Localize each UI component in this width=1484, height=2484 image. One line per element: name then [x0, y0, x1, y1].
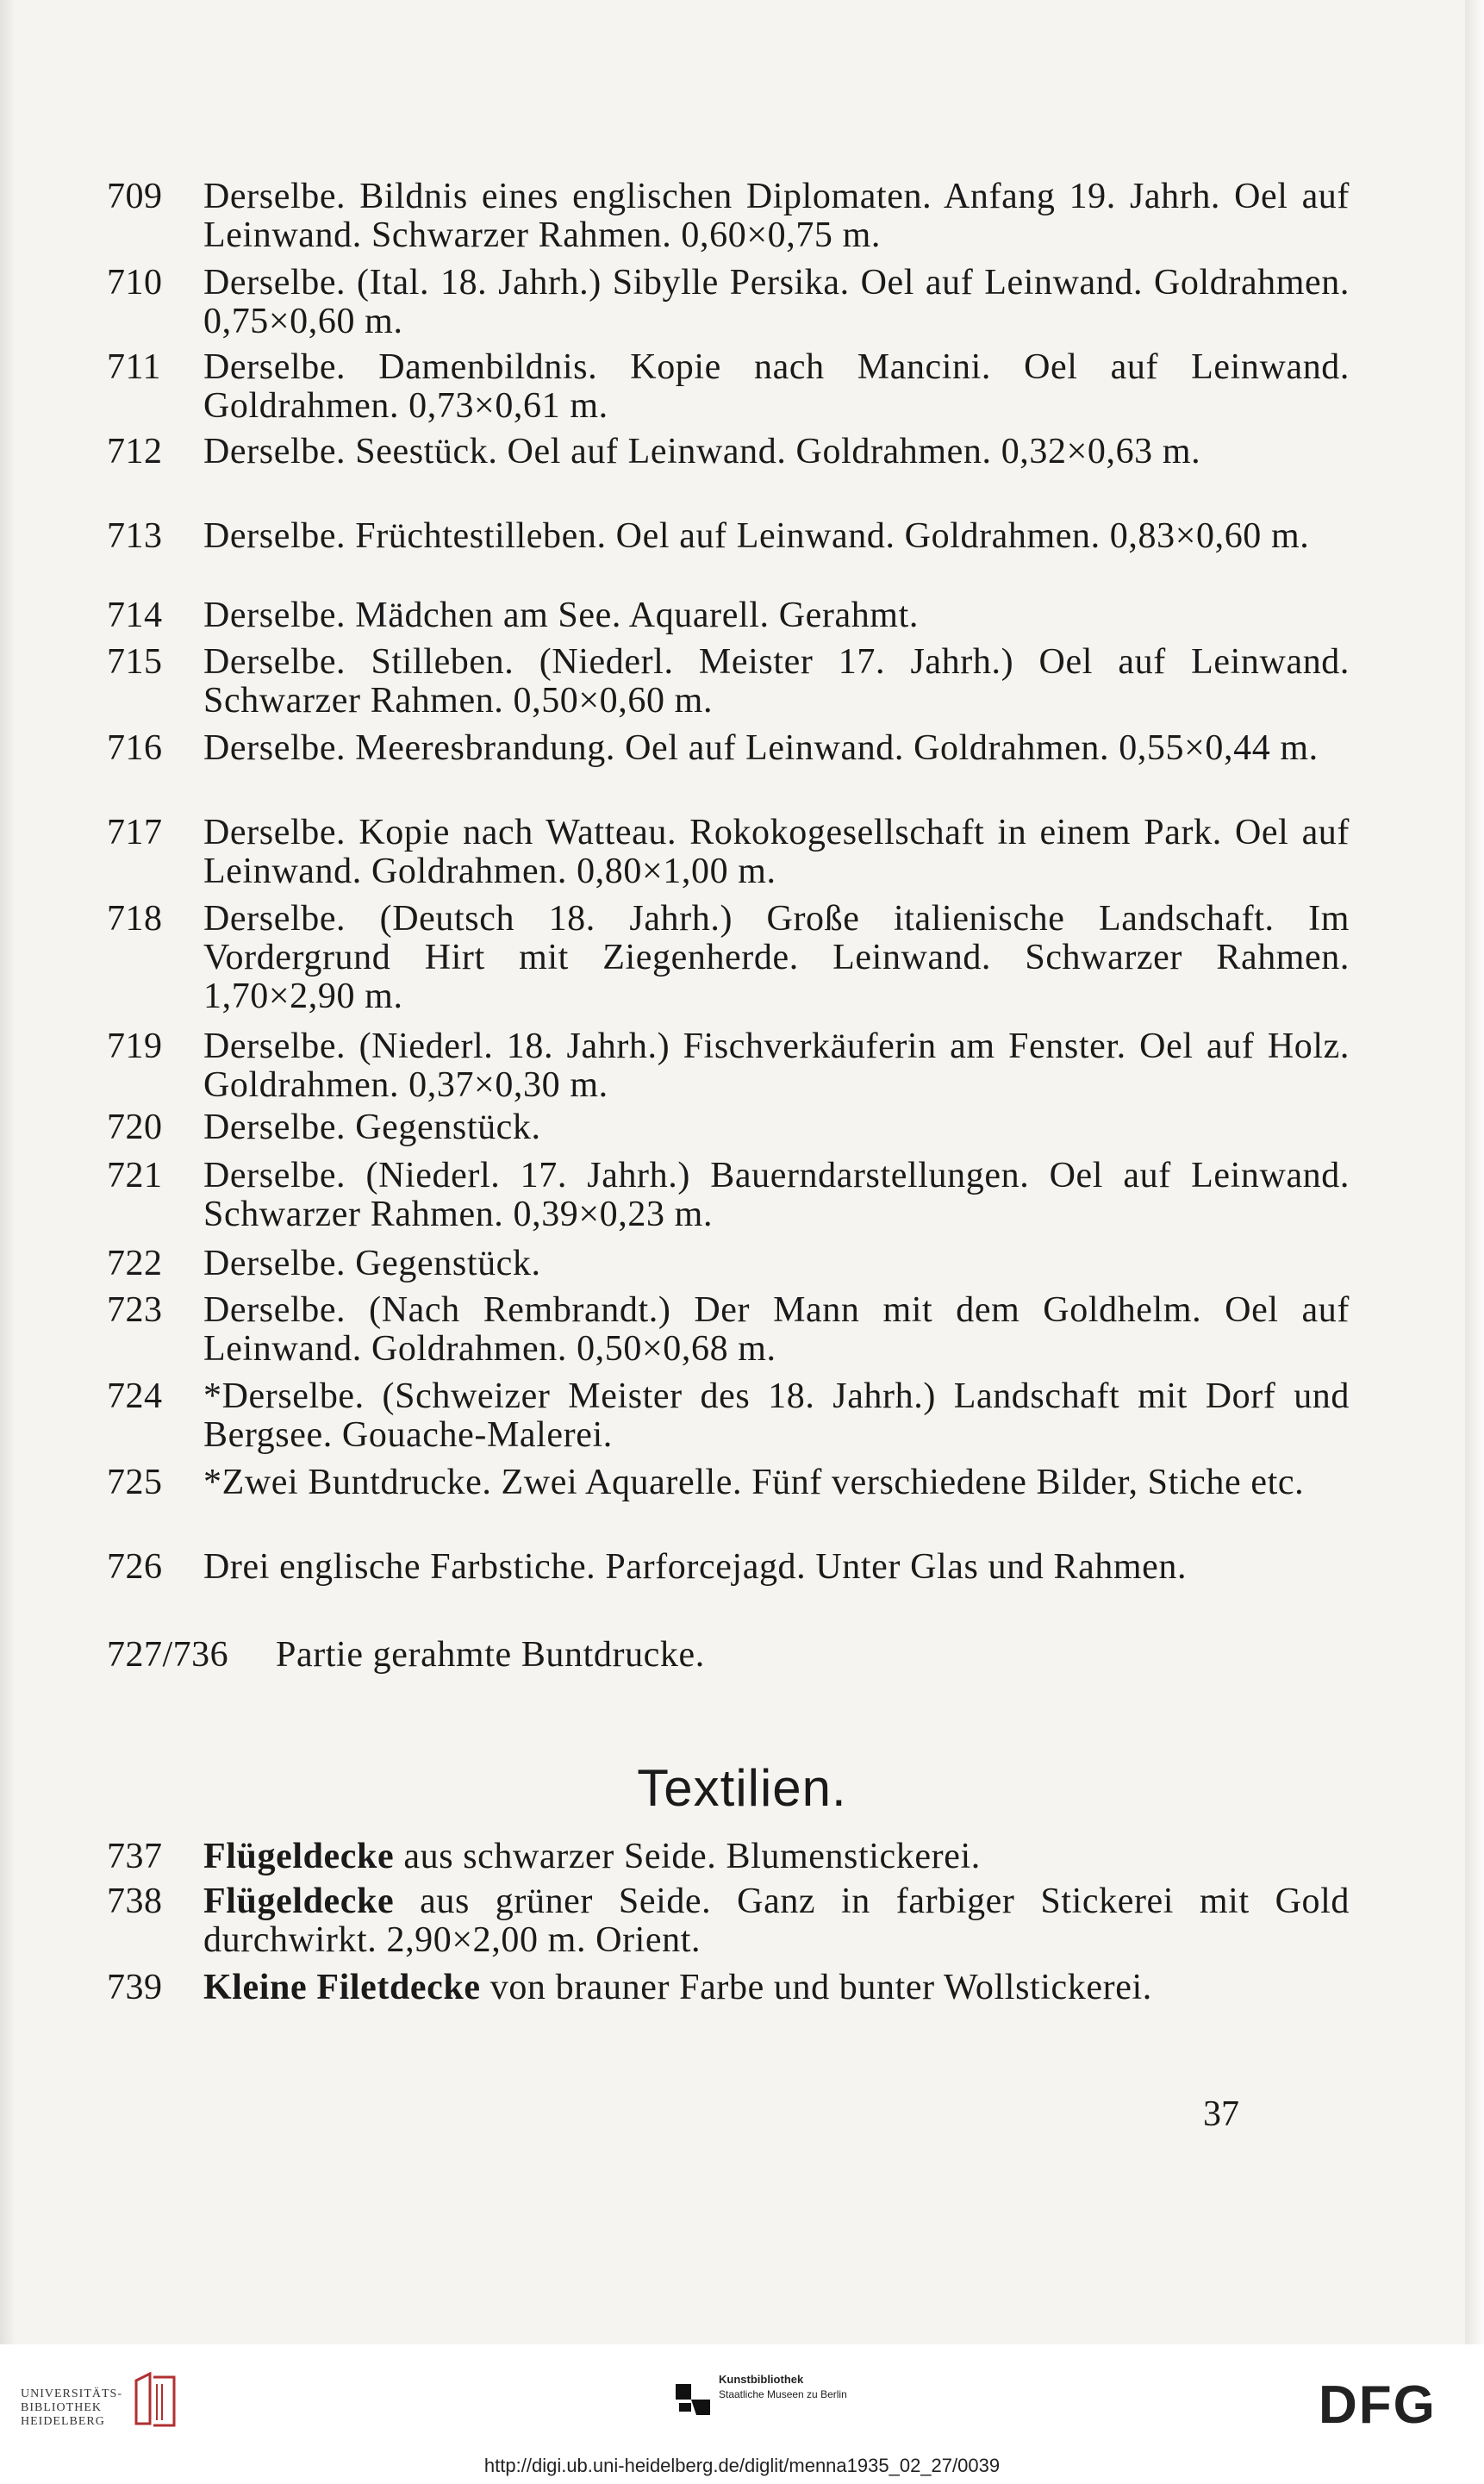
kunstbibliothek-logo-icon — [676, 2381, 710, 2415]
entry-text: Derselbe. Meeresbrandung. Oel auf Leinwand. Goldrahmen. 0,55×0,44 m. — [203, 728, 1319, 768]
source-url[interactable]: http://digi.ub.uni-heidelberg.de/diglit/menna1935_02_27/0039 — [483, 2455, 1001, 2476]
entry-text: Drei englische Farbstiche. Parforcejagd. Unter Glas und Rahmen. — [203, 1547, 1188, 1587]
entry-description: von brauner Farbe und bunter Wollstickerei. — [480, 1968, 1152, 2007]
page-number: 37 — [1203, 2094, 1239, 2134]
ub-heidelberg-logo-text: UNIVERSITÄTS- BIBLIOTHEK HEIDELBERG — [21, 2387, 122, 2428]
entry-title: Flügeldecke — [203, 1837, 395, 1876]
kunstbibliothek-title: Kunstbibliothek — [719, 2373, 804, 2386]
entry-text: Derselbe. (Niederl. 17. Jahrh.) Bauerndarstellungen. Oel auf Leinwand. Schwarzer Rahmen. 0,39×0,23 m. — [203, 1156, 1350, 1234]
entry-text: Derselbe. Bildnis eines englischen Diplomaten. Anfang 19. Jahrh. Oel auf Leinwand. Schwarzer Rahmen. 0,60×0,75 m. — [203, 177, 1350, 255]
entry-title: Kleine Filetdecke — [203, 1968, 481, 2007]
entry-text: Derselbe. (Niederl. 18. Jahrh.) Fischverkäuferin am Fenster. Oel auf Holz. Goldrahmen. 0,37×0,30 m. — [203, 1027, 1350, 1105]
entry-number: 724 — [107, 1376, 163, 1416]
entry-description: aus grüner Seide. Ganz in farbiger Stickerei mit Gold durchwirkt. 2,90×2,00 m. Orient. — [203, 1882, 1350, 1960]
kunstbibliothek-subtitle: Staatliche Museen zu Berlin — [719, 2388, 847, 2400]
entry-number: 718 — [107, 899, 163, 939]
entry-number: 737 — [107, 1837, 163, 1876]
entry-text: Derselbe. Stilleben. (Niederl. Meister 17. Jahrh.) Oel auf Leinwand. Schwarzer Rahmen. 0,50×0,60 m. — [203, 642, 1350, 721]
ub-heidelberg-logo-icon — [131, 2372, 179, 2431]
dfg-logo: DFG — [1319, 2375, 1437, 2435]
entry-text: Derselbe. Mädchen am See. Aquarell. Gerahmt. — [203, 596, 919, 635]
entry-number: 719 — [107, 1027, 163, 1066]
entry-number: 716 — [107, 728, 163, 768]
entry-number: 712 — [107, 432, 163, 471]
entry-number: 714 — [107, 596, 163, 635]
entry-text: Derselbe. (Nach Rembrandt.) Der Mann mit dem Goldhelm. Oel auf Leinwand. Goldrahmen. 0,50×0,68 m. — [203, 1290, 1350, 1369]
entry-number: 710 — [107, 263, 163, 303]
entry-text: *Derselbe. (Schweizer Meister des 18. Jahrh.) Landschaft mit Dorf und Bergsee. Gouache-Malerei. — [203, 1376, 1350, 1455]
entry-number: 721 — [107, 1156, 163, 1195]
entry-text — [203, 1882, 1350, 1960]
entry-number: 738 — [107, 1882, 163, 1921]
entry-text: Derselbe. (Ital. 18. Jahrh.) Sibylle Persika. Oel auf Leinwand. Goldrahmen. 0,75×0,60 m. — [203, 263, 1350, 341]
section-heading-textilien: Textilien. — [637, 1759, 847, 1817]
entry-description: aus schwarzer Seide. Blumenstickerei. — [394, 1837, 981, 1876]
entry-number: 723 — [107, 1290, 163, 1330]
entry-number: 726 — [107, 1547, 163, 1587]
entry-text: Derselbe. Gegenstück. — [203, 1244, 541, 1283]
entry-title: Flügeldecke — [203, 1882, 395, 1921]
entry-number: 725 — [107, 1463, 163, 1502]
kunstbibliothek-logo-text — [719, 2372, 943, 2401]
entry-text: Partie gerahmte Buntdrucke. — [276, 1635, 705, 1675]
entry-number: 717 — [107, 813, 163, 852]
entry-text: Derselbe. Seestück. Oel auf Leinwand. Goldrahmen. 0,32×0,63 m. — [203, 432, 1201, 471]
entry-number: 711 — [107, 347, 161, 387]
entry-number: 720 — [107, 1108, 163, 1147]
entry-text — [203, 1838, 1350, 1876]
entry-text: Derselbe. (Deutsch 18. Jahrh.) Große italienische Landschaft. Im Vordergrund Hirt mit Ziegenherde. Leinwand. Schwarzer Rahmen. 1,70×2,90 m. — [203, 899, 1350, 1016]
entry-number: 727/736 — [107, 1635, 229, 1675]
entry-text — [203, 1969, 1350, 2007]
entry-text: *Zwei Buntdrucke. Zwei Aquarelle. Fünf verschiedene Bilder, Stiche etc. — [203, 1463, 1305, 1502]
page-right-edge — [1465, 0, 1484, 2344]
entry-number: 709 — [107, 177, 163, 216]
entry-number: 739 — [107, 1968, 163, 2007]
page-left-edge — [0, 0, 16, 2344]
entry-text: Derselbe. Früchtestilleben. Oel auf Leinwand. Goldrahmen. 0,83×0,60 m. — [203, 516, 1310, 556]
entry-number: 715 — [107, 642, 163, 682]
entry-text: Derselbe. Damenbildnis. Kopie nach Mancini. Oel auf Leinwand. Goldrahmen. 0,73×0,61 m. — [203, 347, 1350, 426]
entry-text: Derselbe. Kopie nach Watteau. Rokokogesellschaft in einem Park. Oel auf Leinwand. Goldrahmen. 0,80×1,00 m. — [203, 813, 1350, 891]
entry-text: Derselbe. Gegenstück. — [203, 1108, 541, 1147]
entry-number: 722 — [107, 1244, 163, 1283]
entry-number: 713 — [107, 516, 163, 556]
